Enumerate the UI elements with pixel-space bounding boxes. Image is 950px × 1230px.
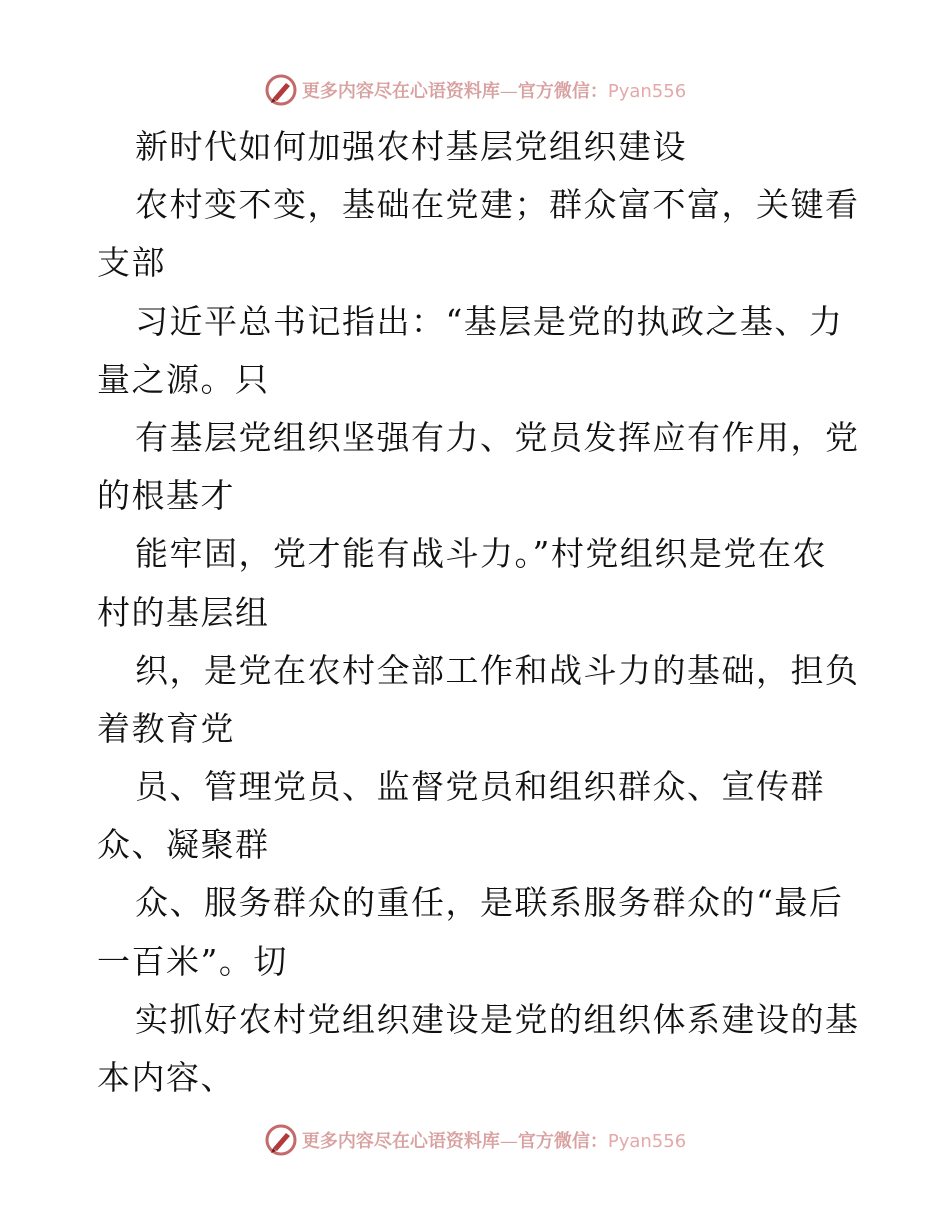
text-line: 织，是党在农村全部工作和战斗力的基础，担负 xyxy=(135,650,860,690)
text-line: 本内容、 xyxy=(97,1058,235,1097)
watermark-main: 更多内容尽在心语资料库 xyxy=(301,81,500,102)
text-line: 量之源。只 xyxy=(97,359,270,399)
document-body xyxy=(97,118,860,1107)
text-line: 农村变不变，基础在党建；群众富不富，关键看 xyxy=(135,185,860,225)
text-line: 习近平总书记指出：“基层是党的执政之基、力 xyxy=(135,301,844,341)
watermark-label: 官方微信： xyxy=(517,81,608,102)
watermark-id: Pyan556 xyxy=(607,81,687,102)
watermark-label: 官方微信： xyxy=(517,1131,608,1152)
text-line: 一百米”。切 xyxy=(97,941,288,981)
watermark-main: 更多内容尽在心语资料库 xyxy=(301,1131,500,1152)
watermark-separator: — xyxy=(499,81,518,102)
watermark-text xyxy=(302,77,686,103)
text-line: 着教育党 xyxy=(97,708,235,748)
text-line: 支部 xyxy=(97,243,166,283)
header-watermark xyxy=(0,70,950,110)
pen-logo-icon xyxy=(264,1123,298,1157)
footer-watermark xyxy=(0,1120,950,1160)
watermark-id: Pyan556 xyxy=(607,1131,687,1152)
pen-logo-icon xyxy=(264,73,298,107)
watermark-text xyxy=(302,1127,686,1153)
document-title: 新时代如何加强农村基层党组织建设 xyxy=(135,127,687,166)
text-line: 有基层党组织坚强有力、党员发挥应有作用，党 xyxy=(135,417,860,457)
text-line: 的根基才 xyxy=(97,476,235,516)
text-line: 员、管理党员、监督党员和组织群众、宣传群 xyxy=(135,767,825,807)
watermark-separator: — xyxy=(499,1131,518,1152)
text-line: 众、凝聚群 xyxy=(97,825,270,865)
text-line: 众、服务群众的重任，是联系服务群众的“最后 xyxy=(135,883,844,923)
text-line: 能牢固，党才能有战斗力。”村党组织是党在农 xyxy=(135,534,827,574)
text-line: 实抓好农村党组织建设是党的组织体系建设的基 xyxy=(135,999,860,1039)
text-line: 村的基层组 xyxy=(97,592,270,632)
